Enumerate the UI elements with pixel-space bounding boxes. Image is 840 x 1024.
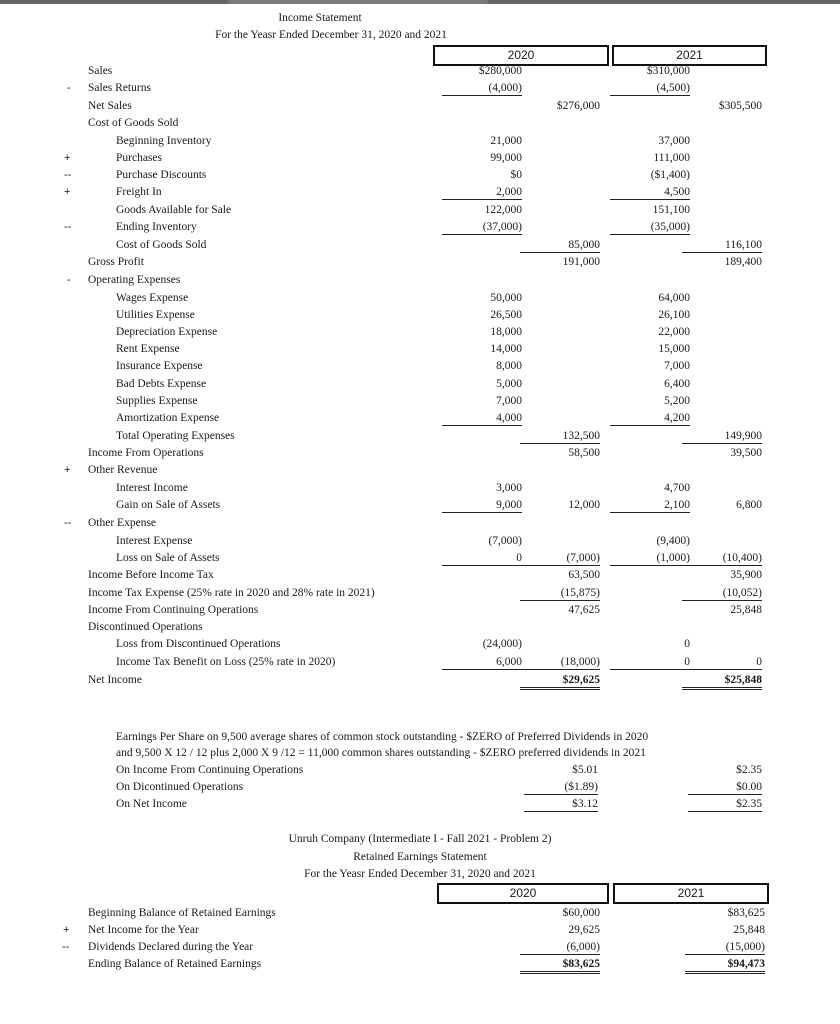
minus-sign: -- bbox=[62, 941, 70, 953]
eps-continuing-2021: $2.35 bbox=[736, 764, 762, 776]
ending-inventory-label: Ending Inventory bbox=[116, 221, 197, 233]
plus-sign: + bbox=[63, 924, 70, 936]
re-net-income-label: Net Income for the Year bbox=[88, 924, 199, 936]
purchases-2020-detail: 99,000 bbox=[490, 152, 522, 164]
net-sales-label: Net Sales bbox=[88, 100, 132, 112]
total-opex-label: Total Operating Expenses bbox=[116, 430, 235, 442]
re-dividends-2020: (6,000) bbox=[520, 941, 600, 955]
loss-discontinued-2021-detail: 0 bbox=[684, 638, 690, 650]
interest-expense-label: Interest Expense bbox=[116, 535, 193, 547]
income-from-ops-label: Income From Operations bbox=[88, 447, 204, 459]
tax-expense-2021-total: (10,052) bbox=[682, 587, 762, 601]
purchase-discounts-2021-detail: ($1,400) bbox=[650, 169, 690, 181]
gain-on-sale-2021-detail: 2,100 bbox=[610, 499, 690, 513]
purchases-label: Purchases bbox=[116, 152, 162, 164]
tax-expense-label: Income Tax Expense (25% rate in 2020 and 28% rate in 2021) bbox=[88, 587, 375, 599]
re-year-header-2021: 2021 bbox=[613, 883, 769, 904]
re-dividends-2021: (15,000) bbox=[685, 941, 765, 955]
goods-available-label: Goods Available for Sale bbox=[116, 204, 232, 216]
net-income-2021-total: $25,848 bbox=[682, 674, 762, 690]
minus-sign: - bbox=[67, 82, 71, 94]
other-revenue-label: Other Revenue bbox=[88, 464, 158, 476]
cogs-2020-total: 85,000 bbox=[520, 239, 600, 253]
rent-label: Rent Expense bbox=[116, 343, 180, 355]
re-company: Unruh Company (Intermediate I - Fall 2021 - Problem 2) bbox=[288, 833, 552, 845]
statement-subtitle: For the Yeasr Ended December 31, 2020 and 2021 bbox=[215, 29, 447, 41]
supplies-2021-detail: 5,200 bbox=[664, 395, 690, 407]
eps-continuing-label: On Income From Continuing Operations bbox=[116, 764, 304, 776]
plus-sign: + bbox=[64, 186, 71, 198]
supplies-label: Supplies Expense bbox=[116, 395, 198, 407]
re-net-income-2021: 25,848 bbox=[733, 924, 765, 936]
re-ending-label: Ending Balance of Retained Earnings bbox=[88, 958, 262, 970]
eps-net-label: On Net Income bbox=[116, 798, 187, 810]
minus-sign: -- bbox=[64, 517, 72, 529]
net-income-label: Net Income bbox=[88, 674, 142, 686]
income-continuing-2020-total: 47,625 bbox=[568, 604, 600, 616]
minus-sign: -- bbox=[64, 221, 72, 233]
insurance-2021-detail: 7,000 bbox=[664, 360, 690, 372]
bad-debts-label: Bad Debts Expense bbox=[116, 378, 207, 390]
gain-on-sale-2020-detail: 9,000 bbox=[442, 499, 522, 513]
bad-debts-2021-detail: 6,400 bbox=[664, 378, 690, 390]
re-beginning-2021: $83,625 bbox=[727, 907, 765, 919]
tax-benefit-label: Income Tax Benefit on Loss (25% rate in 2020) bbox=[116, 656, 336, 668]
utilities-2020-detail: 26,500 bbox=[490, 309, 522, 321]
gross-profit-2020-total: 191,000 bbox=[562, 256, 600, 268]
re-title: Retained Earnings Statement bbox=[353, 851, 487, 863]
interest-expense-2020-detail: (7,000) bbox=[488, 535, 522, 547]
bad-debts-2020-detail: 5,000 bbox=[496, 378, 522, 390]
supplies-2020-detail: 7,000 bbox=[496, 395, 522, 407]
wages-2021-detail: 64,000 bbox=[658, 292, 690, 304]
freight-in-2021-detail: 4,500 bbox=[610, 186, 690, 200]
interest-income-label: Interest Income bbox=[116, 482, 188, 494]
re-year-header-2020: 2020 bbox=[437, 883, 609, 904]
freight-in-label: Freight In bbox=[116, 186, 162, 198]
interest-expense-2021-detail: (9,400) bbox=[656, 535, 690, 547]
goods-available-2020-detail: 122,000 bbox=[484, 204, 522, 216]
loss-on-sale-2021-detail: (1,000) bbox=[610, 552, 690, 566]
beginning-inventory-2021-detail: 37,000 bbox=[658, 135, 690, 147]
minus-sign: -- bbox=[64, 169, 72, 181]
purchase-discounts-label: Purchase Discounts bbox=[116, 169, 207, 181]
gross-profit-label: Gross Profit bbox=[88, 256, 144, 268]
tax-benefit-2020-detail: 6,000 bbox=[442, 656, 522, 670]
loss-on-sale-2020-total: (7,000) bbox=[520, 552, 600, 566]
loss-on-sale-2020-detail: 0 bbox=[442, 552, 522, 566]
re-beginning-label: Beginning Balance of Retained Earnings bbox=[88, 907, 276, 919]
cogs-2021-total: 116,100 bbox=[682, 239, 762, 253]
eps-discontinued-2021: $0.00 bbox=[688, 781, 762, 795]
ending-inventory-2021-detail: (35,000) bbox=[610, 221, 690, 235]
wages-label: Wages Expense bbox=[116, 292, 189, 304]
loss-on-sale-2021-total: (10,400) bbox=[682, 552, 762, 566]
eps-net-2020: $3.12 bbox=[524, 798, 598, 812]
year-header-2020: 2020 bbox=[433, 45, 609, 66]
eps-note-line1: Earnings Per Share on 9,500 average shares of common stock outstanding - $ZERO of Preferred Dividends in 2020 bbox=[116, 731, 649, 743]
other-expense-label: Other Expense bbox=[88, 517, 157, 529]
sales-returns-2021-detail: (4,500) bbox=[610, 82, 690, 96]
gain-on-sale-2021-total: 6,800 bbox=[736, 499, 762, 511]
tax-benefit-2021-detail: 0 bbox=[610, 656, 690, 670]
insurance-label: Insurance Expense bbox=[116, 360, 203, 372]
ending-inventory-2020-detail: (37,000) bbox=[442, 221, 522, 235]
interest-income-2020-detail: 3,000 bbox=[496, 482, 522, 494]
re-ending-2020: $83,625 bbox=[520, 958, 600, 974]
net-sales-2021-total: $305,500 bbox=[718, 100, 762, 112]
cogs-header-label: Cost of Goods Sold bbox=[88, 117, 179, 129]
depreciation-2020-detail: 18,000 bbox=[490, 326, 522, 338]
amortization-2021-detail: 4,200 bbox=[610, 412, 690, 426]
income-before-tax-label: Income Before Income Tax bbox=[88, 569, 214, 581]
re-net-income-2020: 29,625 bbox=[568, 924, 600, 936]
sales-2020-detail: $280,000 bbox=[478, 65, 522, 77]
eps-net-2021: $2.35 bbox=[688, 798, 762, 812]
insurance-2020-detail: 8,000 bbox=[496, 360, 522, 372]
minus-sign: - bbox=[67, 274, 71, 286]
statement-title: Income Statement bbox=[278, 12, 362, 24]
eps-discontinued-label: On Dicontinued Operations bbox=[116, 781, 244, 793]
beginning-inventory-label: Beginning Inventory bbox=[116, 135, 212, 147]
re-ending-2021: $94,473 bbox=[685, 958, 765, 974]
amortization-label: Amortization Expense bbox=[116, 412, 220, 424]
plus-sign: + bbox=[64, 152, 71, 164]
eps-continuing-2020: $5.01 bbox=[572, 764, 598, 776]
beginning-inventory-2020-detail: 21,000 bbox=[490, 135, 522, 147]
rent-2021-detail: 15,000 bbox=[658, 343, 690, 355]
eps-discontinued-2020: ($1.89) bbox=[524, 781, 598, 795]
operating-expenses-label: Operating Expenses bbox=[88, 274, 181, 286]
eps-note-line2: and 9,500 X 12 / 12 plus 2,000 X 9 /12 = 11,000 common shares outstanding - $ZERO preferred dividends in 2021 bbox=[116, 747, 646, 759]
total-opex-2020-total: 132,500 bbox=[520, 430, 600, 444]
goods-available-2021-detail: 151,100 bbox=[652, 204, 690, 216]
utilities-label: Utilities Expense bbox=[116, 309, 195, 321]
re-subtitle: For the Yeasr Ended December 31, 2020 and 2021 bbox=[304, 868, 536, 880]
income-continuing-2021-total: 25,848 bbox=[730, 604, 762, 616]
gain-on-sale-label: Gain on Sale of Assets bbox=[116, 499, 221, 511]
tax-benefit-2021-total: 0 bbox=[682, 656, 762, 670]
re-dividends-label: Dividends Declared during the Year bbox=[88, 941, 254, 953]
re-beginning-2020: $60,000 bbox=[562, 907, 600, 919]
sales-returns-2020-detail: (4,000) bbox=[442, 82, 522, 96]
year-header-2021: 2021 bbox=[612, 45, 767, 66]
total-opex-2021-total: 149,900 bbox=[682, 430, 762, 444]
cropped-header-text bbox=[228, 0, 488, 4]
cogs-label: Cost of Goods Sold bbox=[116, 239, 207, 251]
income-before-tax-2020-total: 63,500 bbox=[568, 569, 600, 581]
freight-in-2020-detail: 2,000 bbox=[442, 186, 522, 200]
loss-on-sale-label: Loss on Sale of Assets bbox=[116, 552, 220, 564]
utilities-2021-detail: 26,100 bbox=[658, 309, 690, 321]
income-from-ops-2021-total: 39,500 bbox=[730, 447, 762, 459]
purchases-2021-detail: 111,000 bbox=[653, 152, 690, 164]
gross-profit-2021-total: 189,400 bbox=[724, 256, 762, 268]
net-sales-2020-total: $276,000 bbox=[556, 100, 600, 112]
interest-income-2021-detail: 4,700 bbox=[664, 482, 690, 494]
rent-2020-detail: 14,000 bbox=[490, 343, 522, 355]
tax-expense-2020-total: (15,875) bbox=[520, 587, 600, 601]
sales-returns-label: Sales Returns bbox=[88, 82, 151, 94]
income-from-ops-2020-total: 58,500 bbox=[568, 447, 600, 459]
sales-label: Sales bbox=[88, 65, 113, 77]
gain-on-sale-2020-total: 12,000 bbox=[568, 499, 600, 511]
depreciation-2021-detail: 22,000 bbox=[658, 326, 690, 338]
income-before-tax-2021-total: 35,900 bbox=[730, 569, 762, 581]
depreciation-label: Depreciation Expense bbox=[116, 326, 218, 338]
plus-sign: + bbox=[64, 464, 71, 476]
sales-2021-detail: $310,000 bbox=[646, 65, 690, 77]
loss-discontinued-label: Loss from Discontinued Operations bbox=[116, 638, 281, 650]
loss-discontinued-2020-detail: (24,000) bbox=[482, 638, 522, 650]
tax-benefit-2020-total: (18,000) bbox=[520, 656, 600, 670]
income-continuing-label: Income From Continuing Operations bbox=[88, 604, 259, 616]
discontinued-label: Discontinued Operations bbox=[88, 621, 203, 633]
purchase-discounts-2020-detail: $0 bbox=[510, 169, 522, 181]
wages-2020-detail: 50,000 bbox=[490, 292, 522, 304]
amortization-2020-detail: 4,000 bbox=[442, 412, 522, 426]
net-income-2020-total: $29,625 bbox=[520, 674, 600, 690]
